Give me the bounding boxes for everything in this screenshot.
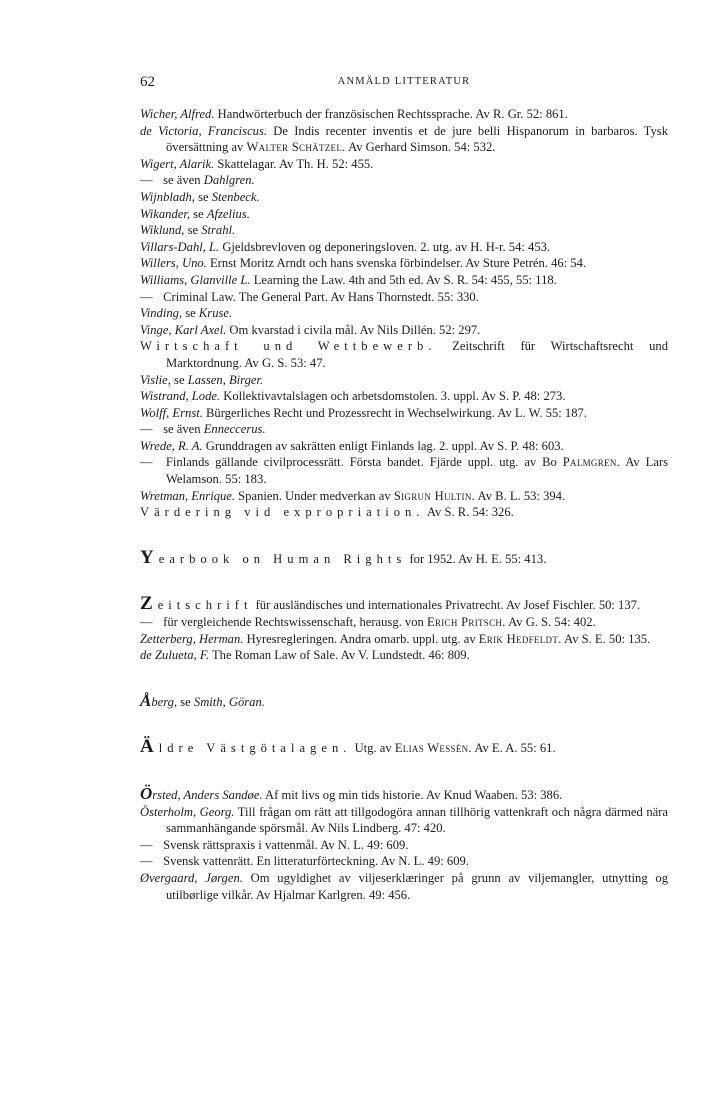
entry-text: Af mit livs og min tids historie. Av Knud Waaben. 53: 386. <box>262 788 563 802</box>
page-header <box>140 72 668 94</box>
entry-initial: Z <box>140 593 158 615</box>
entry-text: Av B. L. 53: 394. <box>475 488 566 503</box>
entry-author: Willers, Uno. <box>140 256 207 271</box>
entry-text: Handwörterbuch der französischen Rechtssprache. Av R. Gr. 52: 861. <box>214 107 568 121</box>
entry-author: Österholm, Georg. <box>140 804 235 819</box>
entry-text: Av E. A. 55: 61. <box>471 741 556 756</box>
entry-text: se <box>190 206 207 221</box>
entry-name-smallcaps: Erich Pritsch. <box>426 615 506 630</box>
bibliography-entry <box>140 322 668 339</box>
entry-text: se <box>177 694 194 709</box>
entry-initial: Å <box>140 690 152 710</box>
entry-initial: Y <box>140 546 159 568</box>
entry-text: Utg. av <box>351 741 395 756</box>
section-gap <box>140 664 668 681</box>
bibliography-entry <box>140 405 668 422</box>
entries-y <box>140 546 668 568</box>
entry-author: Wicher, Alfred. <box>140 107 215 121</box>
entry-author: Wikander, <box>140 206 191 221</box>
entry-text: Finlands gällande civilprocessrätt. Första bandet. Fjärde uppl. utg. av Bo <box>160 455 563 470</box>
bibliography-entry <box>140 189 668 206</box>
entry-text: se <box>170 372 188 387</box>
entry-text: Av S. E. 50: 135. <box>561 631 651 646</box>
entry-reference: Stenbeck. <box>211 189 260 204</box>
entries-aa <box>140 690 668 711</box>
entry-text: Av S. R. 54: 326. <box>424 505 514 520</box>
entry-text: De Indis recenter inventis et de jure belli Hispanorum in barbaros. Tysk översättning av <box>166 123 668 155</box>
entry-reference: Afzelius. <box>206 206 250 221</box>
entry-text: Av G. S. 54: 402. <box>505 615 596 630</box>
ditto-dash: — <box>140 615 153 630</box>
bibliography-entry <box>140 289 668 306</box>
entries-oe <box>140 786 668 903</box>
entry-text: Bürgerliches Recht und Prozessrecht in Wechselwirkung. Av L. W. 55: 187. <box>202 405 587 420</box>
bibliography-entry <box>140 421 668 438</box>
entry-author: berg, <box>151 694 178 709</box>
entry-text: Till frågan om rätt att tillgodogöra annan tillhörig vattenkraft och några därmed nära sammanhängande spörsmål. Av Nils Lindberg. 47: 420. <box>166 804 668 836</box>
ditto-dash: — <box>140 854 153 869</box>
entry-author: Vinge, Karl Axel. <box>140 322 227 337</box>
entry-text: se även <box>160 422 204 437</box>
bibliography-entry <box>140 172 668 189</box>
entry-text: Zeitschrift für Wirtschaftsrecht und Marktordnung. Av G. S. 53: 47. <box>166 339 668 370</box>
entry-text: Av Lars Welamson. 55: 183. <box>166 455 669 487</box>
entry-text: Kollektivavtalslagen och arbetsdomstolen. 3. uppl. Av S. P. 48: 273. <box>220 389 566 404</box>
entry-author: de Victoria, Franciscus. <box>140 123 268 138</box>
entry-author: Wretman, Enrique. <box>140 488 236 503</box>
bibliography-entry <box>140 338 668 371</box>
bibliography-entry <box>140 372 668 389</box>
spaced-title: Wirtschaft und Wettbewerb. <box>140 339 437 354</box>
entry-author: rsted, Anders Sandøe. <box>152 788 263 802</box>
entry-text: Om kvarstad i civila mål. Av Nils Dillén. 52: 297. <box>226 322 481 337</box>
entries-z <box>140 593 668 663</box>
ditto-dash: — <box>140 422 153 437</box>
entry-text: Grunddragen av sakrätten enligt Finlands lag. 2. uppl. Av S. P. 48: 603. <box>202 438 564 453</box>
entry-author: Wolff, Ernst. <box>140 405 203 420</box>
entry-author: Wijnbladh, <box>140 189 195 204</box>
bibliography-entry <box>140 804 668 837</box>
entry-text: Om ugyldighet av viljeserklæringer på grunn av viljemangler, utnytting og utilbørlige vilkår. Av Hjalmar Karlgren. 49: 456. <box>166 870 668 902</box>
entry-text: Spanien. Under medverkan av <box>235 488 394 503</box>
bibliography-entry <box>140 106 668 123</box>
entry-text: se <box>194 189 212 204</box>
entry-text: für vergleichende Rechtswissenschaft, herausg. von <box>160 615 427 630</box>
bibliography-entry <box>140 123 668 156</box>
entry-reference: Kruse. <box>198 306 233 321</box>
bibliography-entry <box>140 690 668 711</box>
ditto-dash: — <box>140 455 153 470</box>
bibliography-entry <box>140 837 668 854</box>
entry-text: Ernst Moritz Arndt och hans svenska förbindelser. Av Sture Petrén. 46: 54. <box>206 256 587 271</box>
entries-w-v <box>140 106 668 521</box>
running-title: ANMÄLD LITTERATUR <box>337 76 471 87</box>
entry-author: Wrede, R. A. <box>140 438 203 453</box>
bibliography-entry <box>140 206 668 223</box>
bibliography-entry <box>140 222 668 239</box>
entry-text: Learning the Law. 4th and 5th ed. Av S. R. 54: 455, 55: 118. <box>250 272 557 287</box>
bibliography-entry <box>140 614 668 631</box>
entry-author: Øvergaard, Jørgen. <box>140 870 243 885</box>
bibliography-entry <box>140 488 668 505</box>
entry-initial: Ä <box>140 736 159 758</box>
entry-reference: Smith, Göran. <box>193 694 265 709</box>
entry-text: se <box>184 223 202 238</box>
bibliography-entry <box>140 853 668 870</box>
bibliography-entry <box>140 438 668 455</box>
entry-author: Vislie, <box>140 372 171 387</box>
bibliography-entry <box>140 786 668 804</box>
entry-text: se <box>182 306 199 321</box>
bibliography-entry <box>140 156 668 173</box>
entry-author: Wigert, Alarik. <box>140 156 215 171</box>
entry-text: für ausländisches und internationales Privatrecht. Av Josef Fischler. 50: 137. <box>252 598 641 613</box>
bibliography-entry <box>140 388 668 405</box>
entry-text: Criminal Law. The General Part. Av Hans Thornstedt. 55: 330. <box>160 289 479 304</box>
entry-text: Gjeldsbrevloven og deponeringsloven. 2. utg. av H. H-r. 54: 453. <box>219 239 551 254</box>
entry-initial: Ö <box>140 784 153 803</box>
spaced-title: eitschrift <box>157 598 253 613</box>
entry-name-smallcaps: Walter Schätzel. <box>246 140 346 155</box>
entry-text: Skattelagar. Av Th. H. 52: 455. <box>214 156 374 171</box>
bibliography-entry <box>140 504 668 521</box>
entry-author: Wistrand, Lode. <box>140 389 221 404</box>
page <box>140 72 668 903</box>
entry-author: Williams, Glanville L. <box>140 272 251 287</box>
entry-text: Svensk rättspraxis i vattenmål. Av N. L. 49: 609. <box>160 837 409 852</box>
section-gap <box>140 757 668 774</box>
entry-text: se även <box>160 173 204 188</box>
bibliography-entry <box>140 239 668 256</box>
page-number: 62 <box>140 74 155 90</box>
entry-author: Villars-Dahl, L. <box>140 239 220 254</box>
bibliography-entry <box>140 736 668 758</box>
bibliography-entry <box>140 272 668 289</box>
section-gap <box>140 521 668 538</box>
entry-reference: Dahlgren. <box>203 173 255 188</box>
entry-text: Av Gerhard Simson. 54: 532. <box>345 140 496 155</box>
ditto-dash: — <box>140 837 153 852</box>
entries-ae <box>140 736 668 758</box>
bibliography-entry <box>140 631 668 648</box>
entry-reference: Enneccerus. <box>203 422 266 437</box>
bibliography-entry <box>140 870 668 903</box>
bibliography-entry <box>140 647 668 664</box>
ditto-dash: — <box>140 173 153 188</box>
spaced-title: ldre Västgötalagen. <box>158 741 352 756</box>
ditto-dash: — <box>140 289 153 304</box>
entry-text: Svensk vattenrätt. En litteraturförteckning. Av N. L. 49: 609. <box>160 854 469 869</box>
bibliography-entry <box>140 593 668 615</box>
entry-text: The Roman Law of Sale. Av V. Lundstedt. 46: 809. <box>209 648 470 663</box>
entry-reference: Strahl. <box>201 223 236 238</box>
entry-name-smallcaps: Elias Wessén. <box>394 741 472 756</box>
entry-name-smallcaps: Sigrun Hultin. <box>393 488 476 503</box>
bibliography-entry <box>140 454 668 487</box>
section-gap <box>140 567 668 584</box>
entry-author: de Zulueta, F. <box>140 648 210 663</box>
bibliography-entry <box>140 305 668 322</box>
entry-text: Hyresregleringen. Andra omarb. uppl. utg. av <box>243 631 479 646</box>
spaced-title: earbook on Human Rights <box>158 551 407 566</box>
bibliography-entry <box>140 546 668 568</box>
entry-author: Wiklund, <box>140 223 185 238</box>
entry-text: for 1952. Av H. E. 55: 413. <box>406 551 547 566</box>
entry-author: Vinding, <box>140 306 183 321</box>
section-gap <box>140 710 668 727</box>
entry-name-smallcaps: Palmgren. <box>562 455 621 470</box>
bibliography-entry <box>140 255 668 272</box>
entry-name-smallcaps: Erik Hedfeldt. <box>478 631 562 646</box>
spaced-title: Värdering vid expropriation. <box>140 505 425 520</box>
entry-reference: Lassen, Birger. <box>187 372 264 387</box>
entry-author: Zetterberg, Herman. <box>140 631 244 646</box>
